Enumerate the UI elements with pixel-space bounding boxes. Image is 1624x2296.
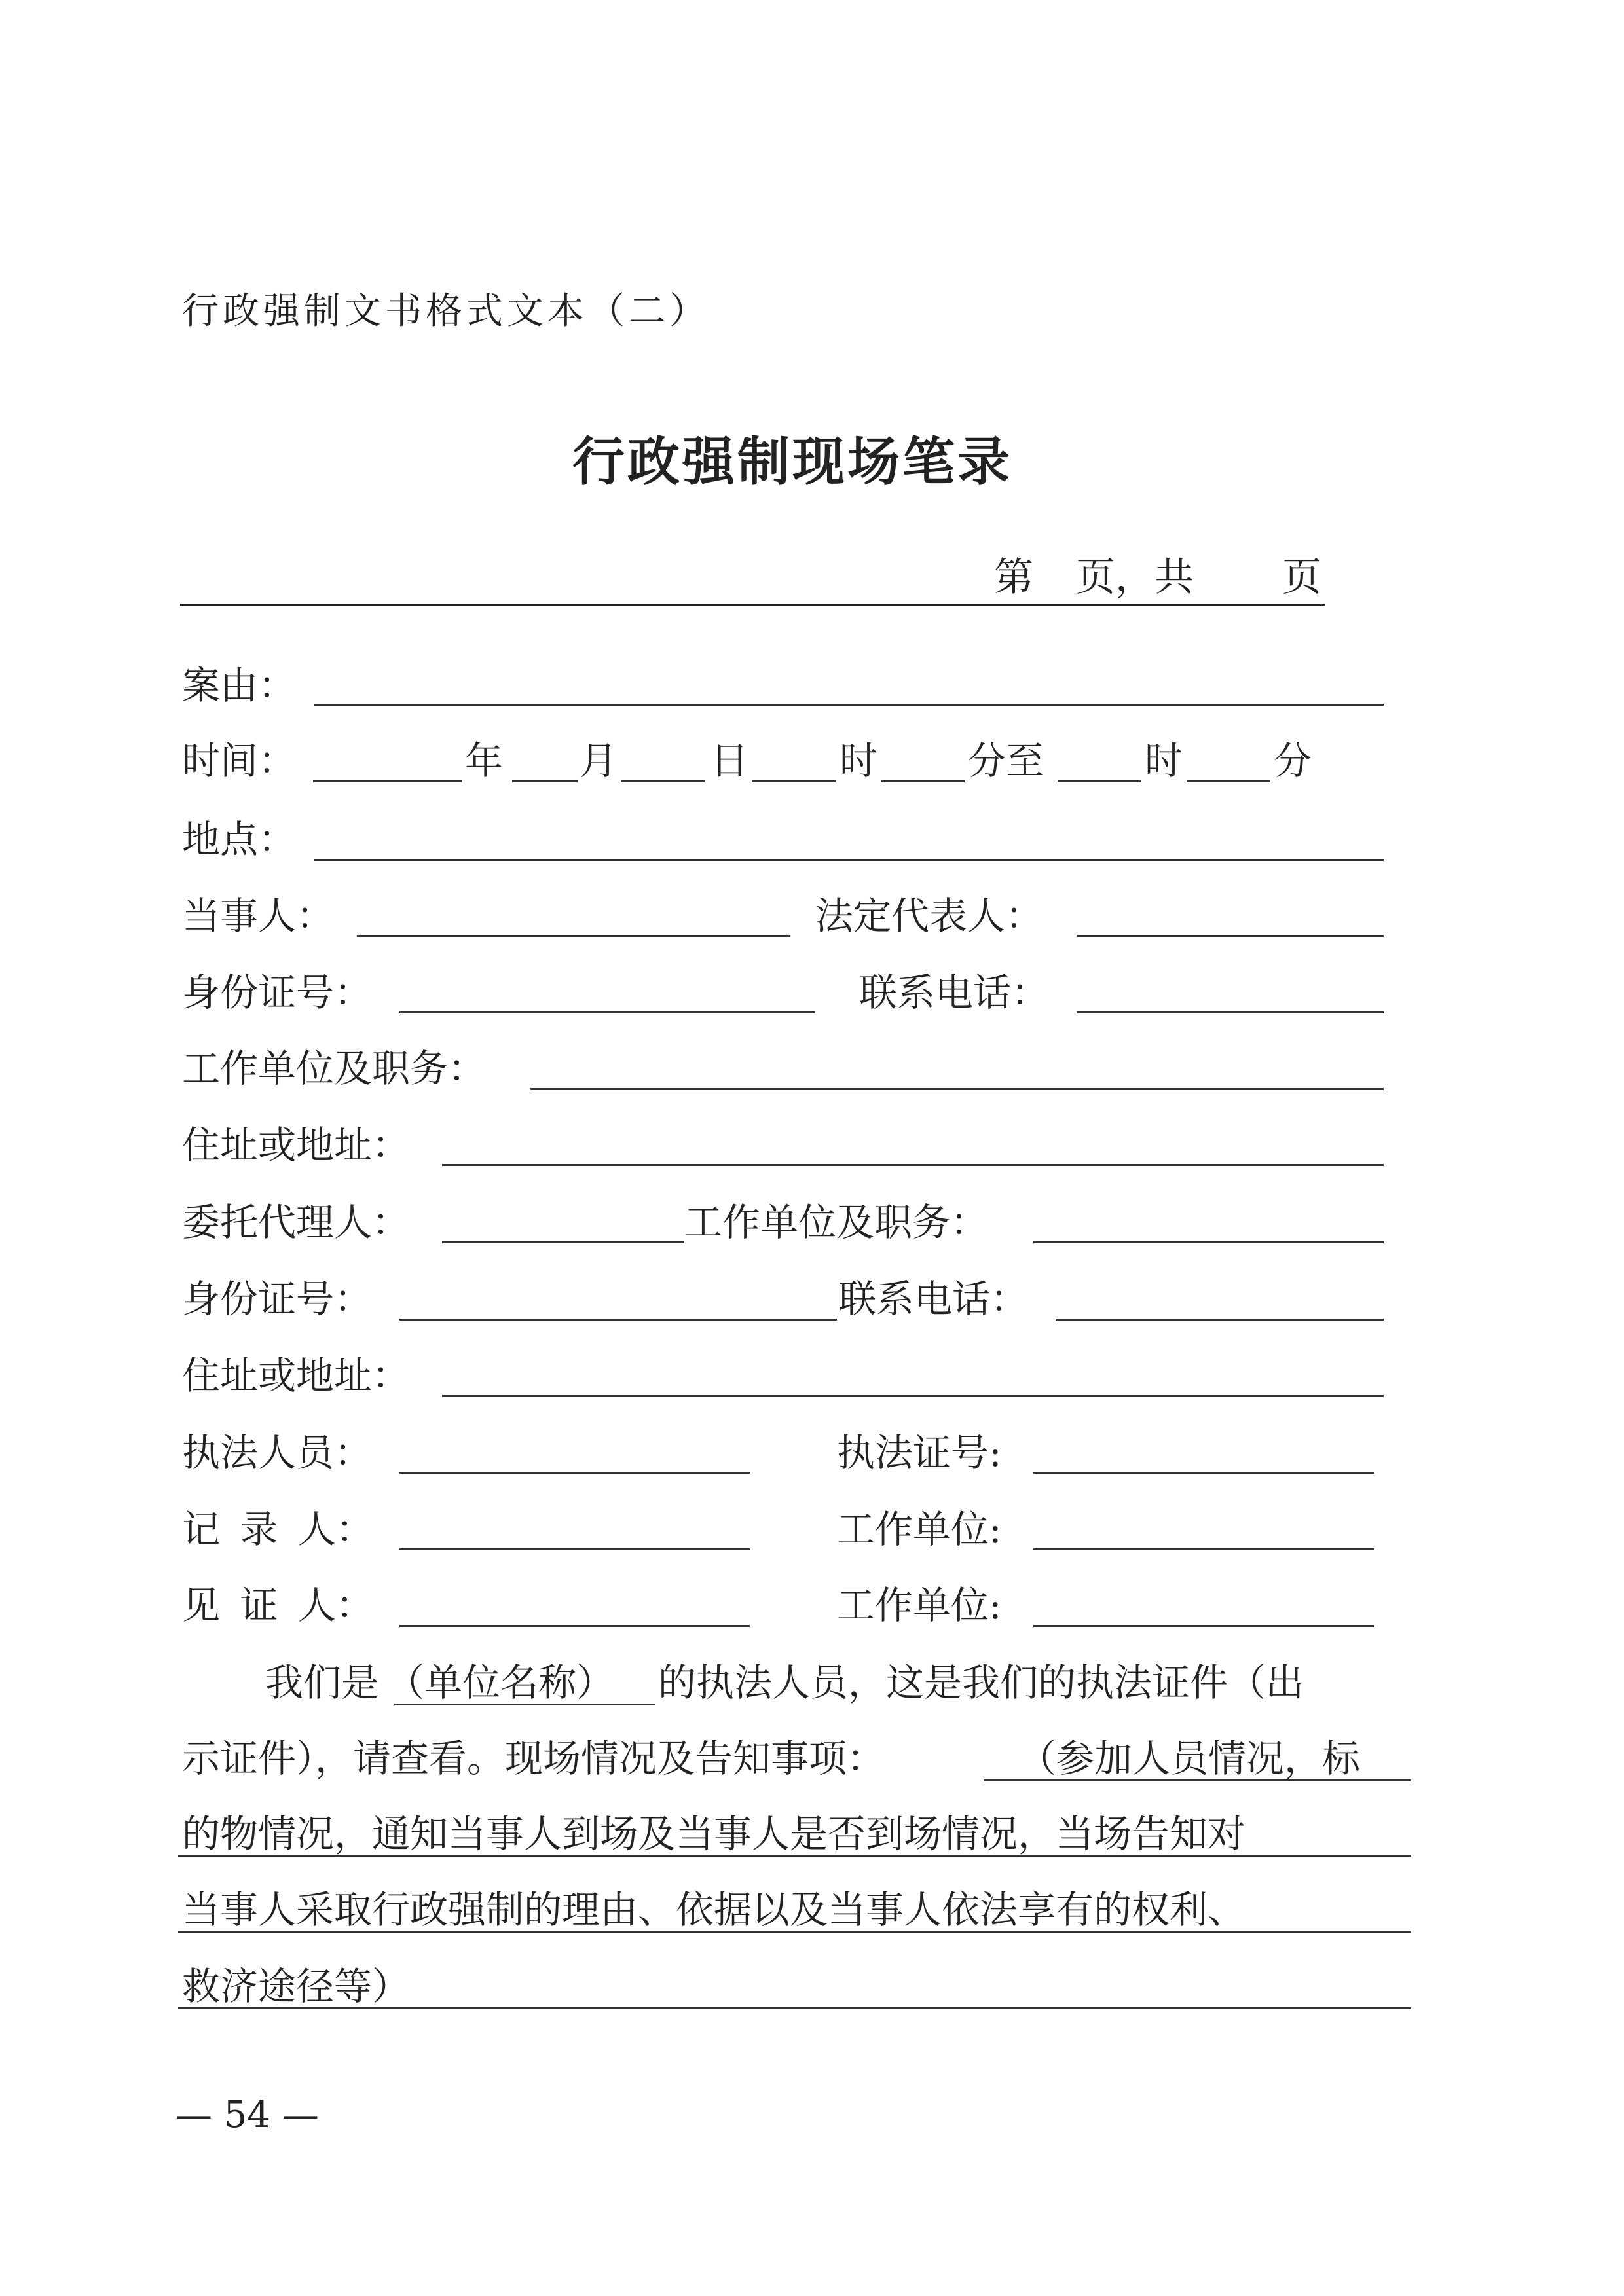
statement-line1-c: 的执法人员，这是我们的执法证件（出: [658, 1660, 1304, 1705]
statement-underline-5: [178, 2007, 1411, 2009]
label-day: 日: [710, 738, 749, 783]
statement-underline-2: [984, 1779, 1411, 1781]
agent-work-unit-title-field[interactable]: [1033, 1241, 1384, 1243]
label-officers: 执法人员：: [182, 1430, 373, 1475]
label-hour: 时: [840, 738, 878, 783]
time-minute2-field[interactable]: [1187, 780, 1270, 782]
statement-underline-4: [178, 1931, 1411, 1933]
phone-field[interactable]: [1077, 1011, 1384, 1013]
label-agent-phone: 联系电话：: [838, 1277, 1029, 1321]
label-legal-rep: 法定代表人：: [815, 894, 1044, 938]
cert-no-field[interactable]: [1033, 1472, 1374, 1474]
label-work-unit-title: 工作单位及职务：: [182, 1046, 487, 1091]
statement-line3: 的物情况，通知当事人到场及当事人是否到场情况，当场告知对: [182, 1812, 1246, 1856]
statement-line2-a: 示证件），请查看。现场情况及告知事项：: [182, 1736, 885, 1781]
unit-name-underline: [394, 1704, 655, 1705]
legal-rep-field[interactable]: [1077, 935, 1384, 937]
label-recorder-unit: 工作单位:: [837, 1507, 1002, 1552]
label-hour2: 时: [1145, 738, 1183, 783]
time-hour-field[interactable]: [752, 780, 836, 782]
statement-line1-a: 我们是: [265, 1660, 380, 1705]
label-id-no: 身份证号：: [182, 970, 373, 1015]
label-place: 地点：: [182, 817, 297, 862]
statement-line4: 当事人采取行政强制的理由、依据以及当事人依法享有的权利、: [182, 1887, 1246, 1932]
label-witness: 见 证 人：: [182, 1583, 374, 1628]
label-agent-id-no: 身份证号：: [182, 1277, 373, 1321]
label-month: 月: [580, 738, 618, 783]
label-witness-unit: 工作单位:: [837, 1583, 1002, 1628]
address-field[interactable]: [442, 1164, 1384, 1166]
label-recorder: 记 录 人：: [182, 1507, 374, 1552]
label-phone: 联系电话：: [859, 970, 1050, 1015]
agent-address-field[interactable]: [442, 1395, 1384, 1397]
officers-field[interactable]: [399, 1472, 750, 1474]
agent-field[interactable]: [442, 1241, 684, 1243]
agent-phone-field[interactable]: [1056, 1319, 1384, 1321]
page-count-rule: [180, 604, 1325, 606]
witness-field[interactable]: [399, 1625, 750, 1627]
label-agent: 委托代理人：: [182, 1200, 411, 1245]
time-hour2-field[interactable]: [1058, 780, 1141, 782]
witness-unit-field[interactable]: [1033, 1625, 1374, 1627]
time-month-field[interactable]: [512, 780, 578, 782]
statement-line5: 救济途径等）: [182, 1964, 411, 2009]
recorder-field[interactable]: [399, 1548, 750, 1550]
case-cause-field[interactable]: [314, 704, 1384, 706]
time-year-field[interactable]: [313, 780, 462, 782]
place-field[interactable]: [314, 859, 1384, 861]
label-party: 当事人：: [182, 894, 335, 938]
header-note: 行政强制文书格式文本（二）: [182, 290, 710, 333]
page-label-ye: 页: [1282, 555, 1321, 600]
document-title: 行政强制现场笔录: [572, 431, 1012, 492]
statement-underline-3: [178, 1855, 1411, 1857]
label-cert-no: 执法证号:: [837, 1430, 1002, 1475]
work-unit-title-field[interactable]: [530, 1088, 1384, 1090]
label-agent-address: 住址或地址：: [182, 1353, 411, 1398]
label-agent-work-unit-title: 工作单位及职务：: [684, 1200, 989, 1245]
statement-line2-b: （参加人员情况，标: [1018, 1736, 1361, 1781]
time-day-field[interactable]: [621, 780, 705, 782]
page-number-footer: — 54 —: [175, 2094, 319, 2136]
party-field[interactable]: [357, 935, 790, 937]
time-minute-field[interactable]: [881, 780, 965, 782]
label-case-cause: 案由：: [182, 663, 297, 708]
agent-id-no-field[interactable]: [399, 1319, 837, 1321]
label-minute2: 分: [1274, 738, 1312, 783]
label-address: 住址或地址：: [182, 1123, 411, 1167]
label-time: 时间：: [182, 738, 297, 783]
recorder-unit-field[interactable]: [1033, 1548, 1374, 1550]
label-year: 年: [465, 738, 504, 783]
statement-unit-name: （单位名称）: [386, 1660, 615, 1705]
page-label-ye-gong: 页，共: [1076, 555, 1194, 600]
page-label-di: 第: [994, 555, 1033, 600]
label-minute-to: 分至: [968, 738, 1044, 783]
id-no-field[interactable]: [399, 1011, 815, 1013]
